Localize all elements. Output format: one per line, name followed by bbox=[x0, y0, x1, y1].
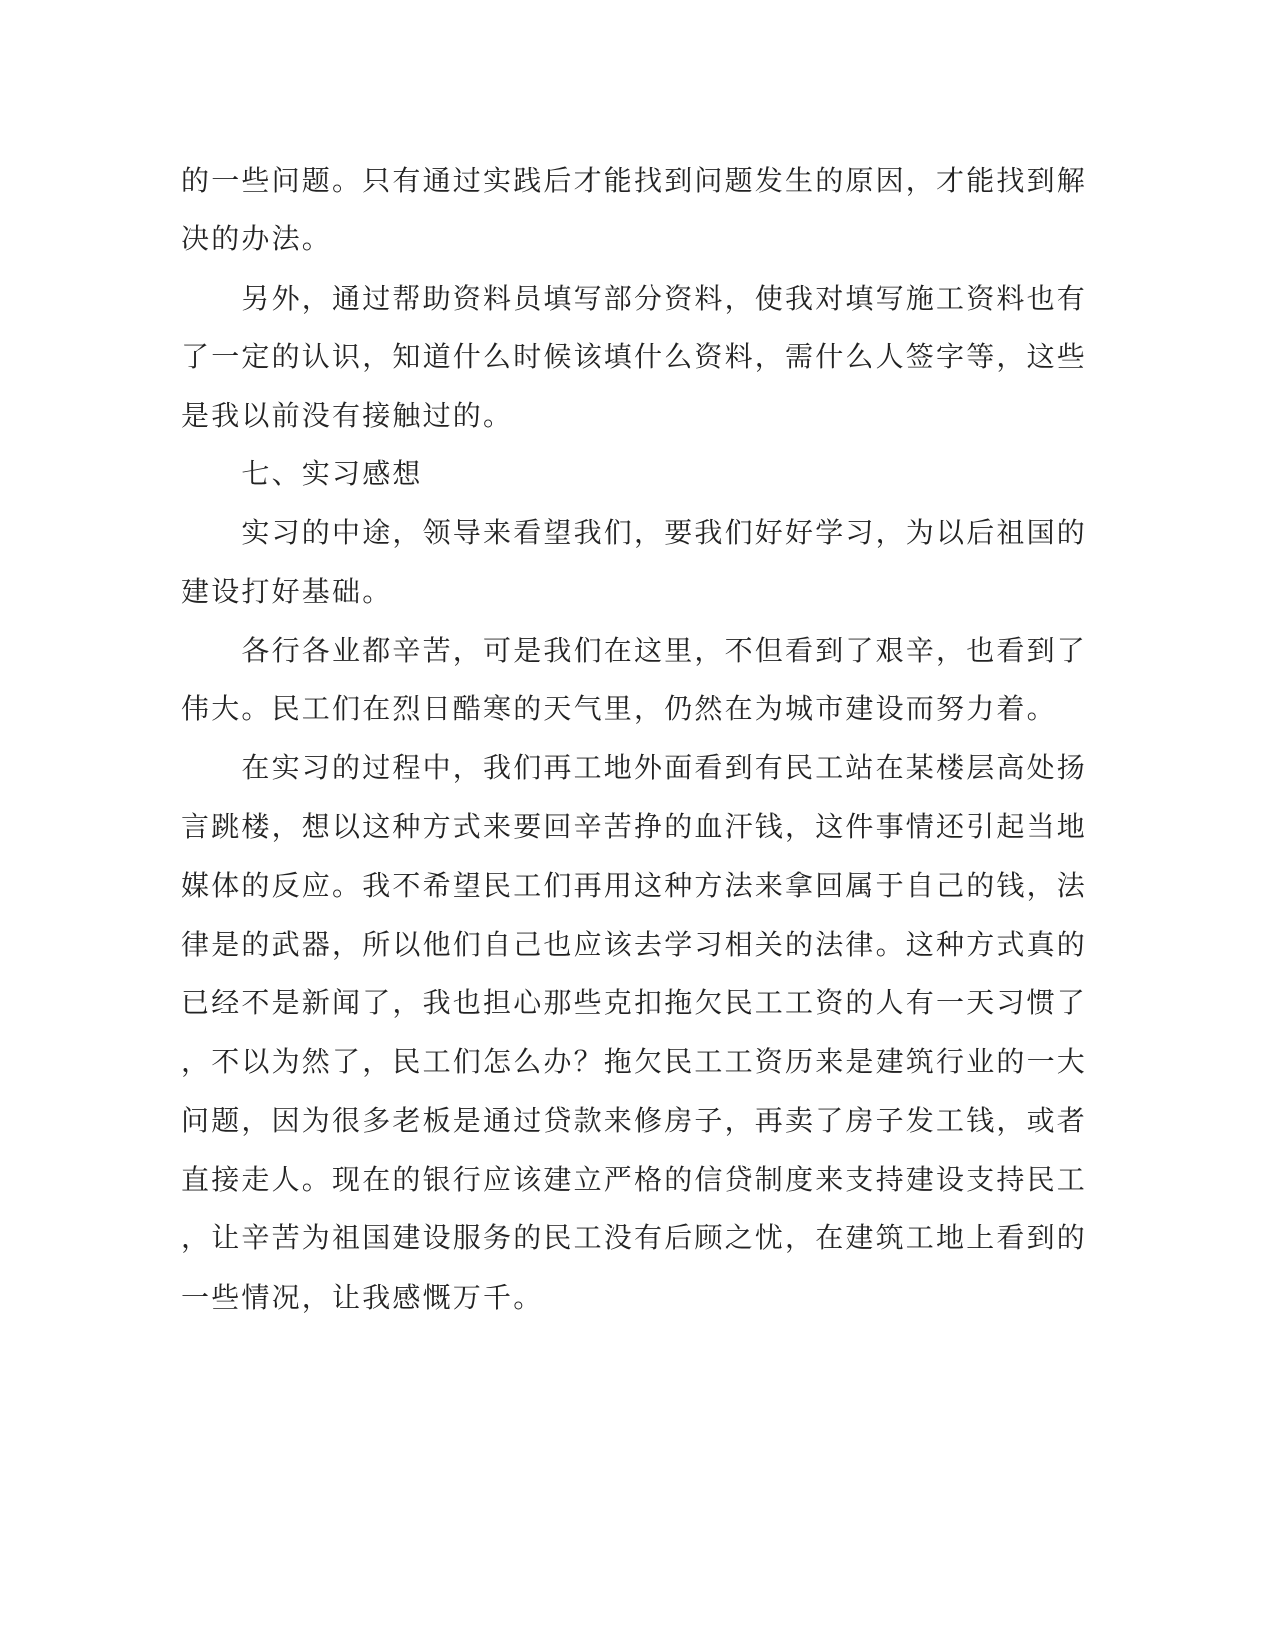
text-line: 伟大。民工们在烈日酷寒的天气里，仍然在为城市建设而努力着。 bbox=[181, 692, 1057, 725]
text-line: 律是的武器，所以他们自己也应该去学习相关的法律。这种方式真的 bbox=[181, 928, 1088, 961]
text-line: 决的办法。 bbox=[181, 222, 333, 255]
text-line: 直接走人。现在的银行应该建立严格的信贷制度来支持建设支持民工 bbox=[181, 1163, 1088, 1196]
section-heading: 七、实习感想 bbox=[181, 457, 423, 490]
text-line: 问题，因为很多老板是通过贷款来修房子，再卖了房子发工钱，或者 bbox=[181, 1104, 1088, 1137]
text-line: ，不以为然了，民工们怎么办？拖欠民工工资历来是建筑行业的一大 bbox=[181, 1045, 1088, 1078]
text-line: 一些情况，让我感慨万千。 bbox=[181, 1281, 544, 1314]
text-line: 另外，通过帮助资料员填写部分资料，使我对填写施工资料也有 bbox=[181, 282, 1088, 315]
text-line: 在实习的过程中，我们再工地外面看到有民工站在某楼层高处扬 bbox=[181, 751, 1088, 784]
text-line: 是我以前没有接触过的。 bbox=[181, 399, 514, 432]
text-line: 各行各业都辛苦，可是我们在这里，不但看到了艰辛，也看到了 bbox=[181, 634, 1088, 667]
text-line: 已经不是新闻了，我也担心那些克扣拖欠民工工资的人有一天习惯了 bbox=[181, 986, 1088, 1019]
text-line: 媒体的反应。我不希望民工们再用这种方法来拿回属于自己的钱，法 bbox=[181, 869, 1088, 902]
text-line: 了一定的认识，知道什么时候该填什么资料，需什么人签字等，这些 bbox=[181, 340, 1088, 373]
text-line: 的一些问题。只有通过实践后才能找到问题发生的原因，才能找到解 bbox=[181, 164, 1088, 197]
text-line: 实习的中途，领导来看望我们，要我们好好学习，为以后祖国的 bbox=[181, 516, 1088, 549]
text-line: ，让辛苦为祖国建设服务的民工没有后顾之忧，在建筑工地上看到的 bbox=[181, 1221, 1088, 1254]
text-line: 言跳楼，想以这种方式来要回辛苦挣的血汗钱，这件事情还引起当地 bbox=[181, 810, 1088, 843]
text-line: 建设打好基础。 bbox=[181, 575, 393, 608]
